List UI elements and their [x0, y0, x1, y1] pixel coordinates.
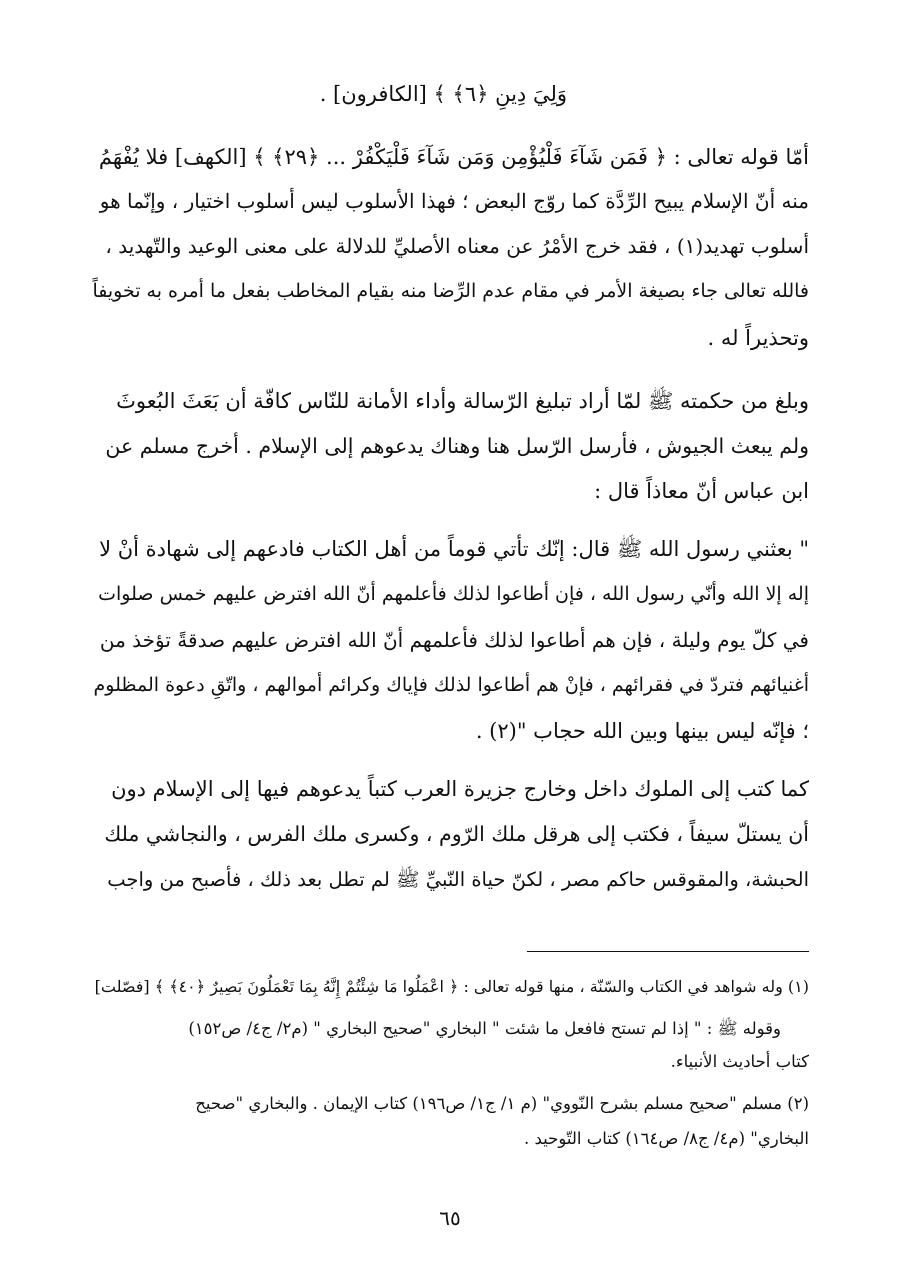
paragraph-line: وتحذيراً له . — [707, 326, 809, 350]
footnote-separator — [527, 951, 809, 952]
paragraph-line: فالله تعالى جاء بصيغة الأمر في مقام عدم الرِّضا منه بقيام المخاطب بفعل ما أمره به تخويفاً — [92, 280, 809, 302]
footnote-line: كتاب أحاديث الأنبياء. — [670, 1052, 809, 1071]
paragraph-line: الحبشة، والمقوقس حاكم مصر ، لكنّ حياة النّبيِّ ﷺ لم تطل بعد ذلك ، فأصبح من واجب — [107, 868, 809, 891]
paragraph-line: وبلغ من حكمته ﷺ لمّا أراد تبليغ الرّسالة وأداء الأمانة للنّاس كافّة أن بَعَثَ البُعوثَ — [116, 389, 809, 413]
hadith-line: ؛ فإنّه ليس بينها وبين الله حجاب "(٢) . — [475, 719, 809, 743]
paragraph-line: ابن عباس أنّ معاذاً قال : — [594, 479, 809, 503]
footnote-line: البخاري" (م٤/ ج٨/ ص١٦٤) كتاب التّوحيد . — [524, 1129, 809, 1148]
paragraph-line: أسلوب تهديد(١) ، فقد خرج الأمْرُ عن معناه الأصليِّ للدلالة على معنى الوعيد والتّهديد ، — [105, 234, 809, 258]
hadith-line: في كلّ يوم وليلة ، فإن هم أطاعوا لذلك فأعلمهم أنّ الله افترض عليهم صدقةً تؤخذ من — [99, 628, 809, 652]
hadith-line: أغنيائهم فتردّ في فقرائهم ، فإنْ هم أطاعوا لذلك فإياك وكرائم أموالهم ، واتّقِ دعوة المظلوم — [93, 674, 809, 696]
paragraph-line: ولم يبعث الجيوش ، فأرسل الرّسل هنا وهناك يدعوهم إلى الإسلام . أخرج مسلم عن — [105, 434, 809, 458]
paragraph-line: منه أنّ الإسلام يبيح الرِّدَّة كما روّج البعض ؛ فهذا الأسلوب ليس أسلوب اختيار ، وإنّما هو — [99, 189, 809, 213]
verse-continuation-line: وَلِيَ دِينِ ﴿٦﴾ ﴾ [الكافرون] . — [319, 82, 567, 106]
page-number: ٦٥ — [439, 1206, 461, 1230]
paragraph-line: أمّا قوله تعالى : ﴿ فَمَن شَآءَ فَلْيُؤْمِن وَمَن شَآءَ فَلْيَكْفُرْ ... ﴿٢٩﴾ ﴾ [الكهف] فلا يُفْهَمُ — [98, 145, 809, 169]
paragraph-line: أن يستلّ سيفاً ، فكتب إلى هرقل ملك الرّوم ، وكسرى ملك الفرس ، والنجاشي ملك — [104, 822, 809, 846]
footnote-line: وقوله ﷺ : " إذا لم تستح فافعل ما شئت " البخاري "صحيح البخاري " (م٢/ ج٤/ ص١٥٢) — [188, 1019, 781, 1038]
footnote-line: (٢) مسلم "صحيح مسلم بشرح النّووي" (م ١/ ج١/ ص١٩٦) كتاب الإيمان . والبخاري "صحيح — [195, 1094, 809, 1113]
footnote-line: (١) وله شواهد في الكتاب والسّنّة ، منها قوله تعالى : ﴿ اعْمَلُوا مَا شِئْتُمْ إِنَّهُ بِمَا تَعْمَلُونَ بَصِيرٌ ﴿٤٠﴾ ﴾ [فصّلت] — [94, 977, 809, 996]
paragraph-line: كما كتب إلى الملوك داخل وخارج جزيرة العرب كتباً يدعوهم فيها إلى الإسلام دون — [111, 777, 809, 801]
hadith-line: " بعثني رسول الله ﷺ قال: إنّك تأتي قوماً من أهل الكتاب فادعهم إلى شهادة أنْ لا — [99, 537, 809, 561]
hadith-line: إله إلا الله وأنّي رسول الله ، فإن أطاعوا لذلك فأعلمهم أنّ الله افترض عليهم خمس صلوات — [98, 583, 809, 605]
